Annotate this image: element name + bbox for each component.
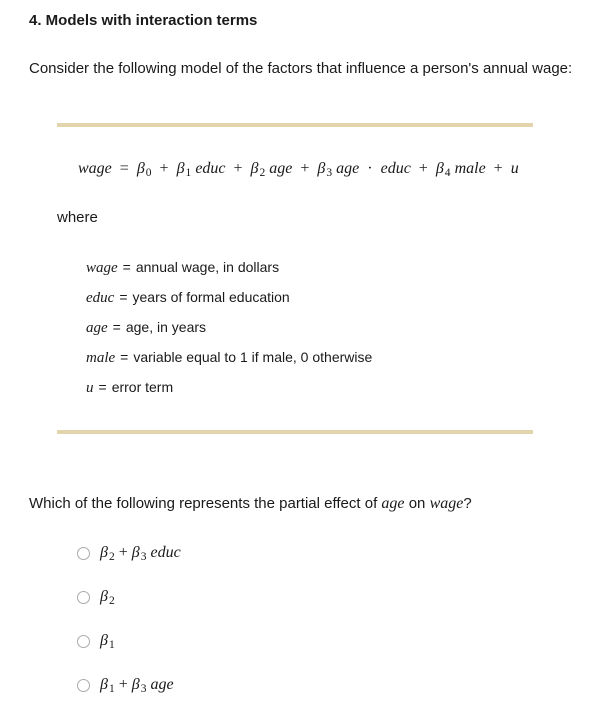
- definition-row: [86, 377, 372, 407]
- definition-description: variable equal to 1 if male, 0 otherwise: [133, 349, 373, 365]
- answer-option-label: [100, 543, 181, 567]
- definition-row: [86, 347, 372, 377]
- definition-equals: =: [119, 289, 128, 305]
- option-beta-second: β: [131, 676, 140, 693]
- answer-option-4[interactable]: [77, 675, 181, 719]
- radio-button[interactable]: [77, 547, 90, 560]
- definition-equals: =: [112, 319, 121, 335]
- eq-beta3: [317, 160, 332, 177]
- option-beta-sub: 2: [108, 550, 115, 563]
- definition-description: years of formal education: [132, 289, 290, 305]
- definition-row: [86, 287, 372, 317]
- eq-equals: =: [119, 160, 129, 177]
- question-text: [29, 494, 472, 514]
- eq-plus-1: +: [159, 160, 169, 177]
- definition-equals: =: [120, 349, 129, 365]
- question-title: 4. Models with interaction terms: [29, 12, 258, 29]
- answer-option-2[interactable]: [77, 587, 181, 631]
- question-var-wage: wage: [429, 495, 464, 512]
- eq-beta3-symbol: β: [317, 160, 326, 177]
- eq-beta2-sub: 2: [259, 166, 266, 179]
- option-beta-second-sub: 3: [140, 682, 147, 695]
- option-beta: β: [100, 588, 108, 605]
- definition-row: [86, 317, 372, 347]
- eq-beta1-sub: 1: [185, 166, 192, 179]
- eq-male: male: [454, 160, 486, 177]
- question-suffix: ?: [463, 495, 472, 512]
- definition-equals: =: [98, 379, 107, 395]
- eq-lhs: wage: [78, 160, 112, 177]
- eq-cdot: ·: [367, 160, 373, 177]
- model-equation: [78, 159, 519, 183]
- eq-educ-1: educ: [195, 160, 226, 177]
- definition-row: [86, 257, 372, 287]
- answer-option-1[interactable]: [77, 543, 181, 587]
- answer-option-label: [100, 631, 115, 655]
- eq-plus-3: +: [300, 160, 310, 177]
- eq-beta3-sub: 3: [326, 166, 333, 179]
- definition-variable: male: [86, 350, 116, 366]
- definition-variable: age: [86, 320, 108, 336]
- eq-age-1: age: [269, 160, 293, 177]
- radio-button[interactable]: [77, 635, 90, 648]
- eq-beta0-symbol: β: [136, 160, 145, 177]
- option-beta-second: β: [131, 544, 140, 561]
- definition-equals: =: [122, 259, 131, 275]
- eq-error: u: [510, 160, 519, 177]
- eq-beta1: [177, 160, 192, 177]
- definition-description: age, in years: [125, 319, 207, 335]
- eq-beta0: [137, 160, 152, 177]
- answer-option-label: [100, 675, 174, 699]
- option-beta: β: [100, 676, 108, 693]
- intro-text: Consider the following model of the factors that influence a person's annual wage:: [29, 60, 573, 77]
- eq-beta1-symbol: β: [176, 160, 185, 177]
- definitions-list: [86, 257, 372, 407]
- eq-plus-4: +: [418, 160, 428, 177]
- definition-variable: wage: [86, 260, 118, 276]
- eq-beta2-symbol: β: [250, 160, 259, 177]
- eq-plus-2: +: [233, 160, 243, 177]
- eq-beta0-sub: 0: [145, 166, 152, 179]
- option-plus: +: [118, 676, 128, 693]
- option-beta-sub: 1: [108, 682, 115, 695]
- question-prefix: Which of the following represents the partial effect of: [29, 495, 378, 512]
- question-var-age: age: [381, 495, 405, 512]
- top-divider: [57, 123, 533, 127]
- bottom-divider: [57, 430, 533, 434]
- eq-beta4-symbol: β: [435, 160, 444, 177]
- definition-variable: u: [86, 380, 94, 396]
- eq-age-2: age: [336, 160, 360, 177]
- eq-beta4-sub: 4: [444, 166, 451, 179]
- option-var: educ: [150, 544, 181, 561]
- radio-button[interactable]: [77, 679, 90, 692]
- option-beta: β: [100, 544, 108, 561]
- eq-plus-5: +: [493, 160, 503, 177]
- answer-option-label: [100, 587, 115, 611]
- answer-option-3[interactable]: [77, 631, 181, 675]
- definition-variable: educ: [86, 290, 115, 306]
- option-beta: β: [100, 632, 108, 649]
- eq-beta2: [251, 160, 266, 177]
- option-plus: +: [118, 544, 128, 561]
- where-label: where: [57, 209, 98, 226]
- option-beta-second-sub: 3: [140, 550, 147, 563]
- definition-description: annual wage, in dollars: [135, 259, 280, 275]
- eq-educ-2: educ: [380, 160, 411, 177]
- option-beta-sub: 2: [108, 594, 115, 607]
- definition-description: error term: [111, 379, 174, 395]
- question-middle: on: [408, 495, 426, 512]
- eq-beta4: [436, 160, 451, 177]
- answer-options: [77, 543, 181, 719]
- option-beta-sub: 1: [108, 638, 115, 651]
- radio-button[interactable]: [77, 591, 90, 604]
- option-var: age: [150, 676, 174, 693]
